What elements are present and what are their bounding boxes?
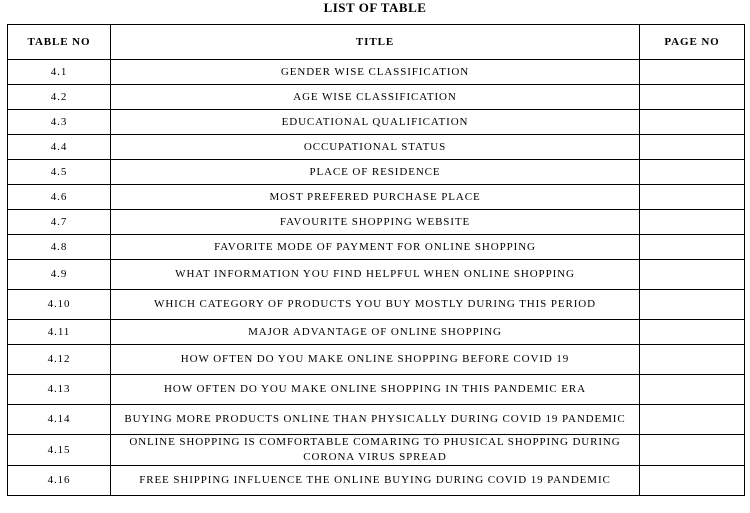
column-header-table-no: TABLE NO: [8, 25, 111, 60]
table-title-cell: HOW OFTEN DO YOU MAKE ONLINE SHOPPING IN THIS PANDEMIC ERA: [111, 375, 640, 405]
table-title-cell: MAJOR ADVANTAGE OF ONLINE SHOPPING: [111, 320, 640, 345]
table-title-cell: OCCUPATIONAL STATUS: [111, 135, 640, 160]
list-of-tables: [7, 24, 745, 496]
page-number-cell: [640, 320, 745, 345]
table-number-cell: 4.14: [8, 405, 111, 435]
table-number-cell: 4.7: [8, 210, 111, 235]
table-row: [8, 466, 745, 496]
table-row: [8, 405, 745, 435]
table-number-cell: 4.3: [8, 110, 111, 135]
table-number-cell: 4.4: [8, 135, 111, 160]
table-title-cell: HOW OFTEN DO YOU MAKE ONLINE SHOPPING BEFORE COVID 19: [111, 345, 640, 375]
page-number-cell: [640, 435, 745, 466]
table-row: [8, 345, 745, 375]
table-row: [8, 260, 745, 290]
table-title-cell: WHICH CATEGORY OF PRODUCTS YOU BUY MOSTLY DURING THIS PERIOD: [111, 290, 640, 320]
page-number-cell: [640, 160, 745, 185]
table-row: [8, 135, 745, 160]
table-number-cell: 4.1: [8, 60, 111, 85]
page-number-cell: [640, 345, 745, 375]
page-number-cell: [640, 235, 745, 260]
table-title-cell: PLACE OF RESIDENCE: [111, 160, 640, 185]
table-row: [8, 210, 745, 235]
table-row: [8, 290, 745, 320]
table-row: [8, 85, 745, 110]
page-number-cell: [640, 405, 745, 435]
table-number-cell: 4.16: [8, 466, 111, 496]
page-number-cell: [640, 375, 745, 405]
page-number-cell: [640, 60, 745, 85]
table-row: [8, 160, 745, 185]
table-title-cell: WHAT INFORMATION YOU FIND HELPFUL WHEN ONLINE SHOPPING: [111, 260, 640, 290]
page-number-cell: [640, 290, 745, 320]
table-title-cell: AGE WISE CLASSIFICATION: [111, 85, 640, 110]
table-row: [8, 185, 745, 210]
table-row: [8, 235, 745, 260]
page-number-cell: [640, 260, 745, 290]
table-number-cell: 4.10: [8, 290, 111, 320]
table-number-cell: 4.12: [8, 345, 111, 375]
table-title-cell: BUYING MORE PRODUCTS ONLINE THAN PHYSICALLY DURING COVID 19 PANDEMIC: [111, 405, 640, 435]
table-title-cell: MOST PREFERED PURCHASE PLACE: [111, 185, 640, 210]
table-number-cell: 4.2: [8, 85, 111, 110]
page-number-cell: [640, 135, 745, 160]
table-row: [8, 435, 745, 466]
table-title-cell: ONLINE SHOPPING IS COMFORTABLE COMARING TO PHUSICAL SHOPPING DURING CORONA VIRUS SPREAD: [111, 435, 640, 466]
table-number-cell: 4.11: [8, 320, 111, 345]
page-number-cell: [640, 85, 745, 110]
table-number-cell: 4.6: [8, 185, 111, 210]
table-number-cell: 4.8: [8, 235, 111, 260]
page-number-cell: [640, 210, 745, 235]
table-number-cell: 4.9: [8, 260, 111, 290]
table-title-cell: FAVORITE MODE OF PAYMENT FOR ONLINE SHOPPING: [111, 235, 640, 260]
table-header-row: [8, 25, 745, 60]
column-header-title: TITLE: [111, 25, 640, 60]
table-row: [8, 320, 745, 345]
page-number-cell: [640, 466, 745, 496]
table-number-cell: 4.13: [8, 375, 111, 405]
table-row: [8, 110, 745, 135]
table-title-cell: EDUCATIONAL QUALIFICATION: [111, 110, 640, 135]
table-number-cell: 4.15: [8, 435, 111, 466]
table-title-cell: FAVOURITE SHOPPING WEBSITE: [111, 210, 640, 235]
table-title-cell: GENDER WISE CLASSIFICATION: [111, 60, 640, 85]
table-number-cell: 4.5: [8, 160, 111, 185]
page-number-cell: [640, 185, 745, 210]
table-title-cell: FREE SHIPPING INFLUENCE THE ONLINE BUYING DURING COVID 19 PANDEMIC: [111, 466, 640, 496]
table-row: [8, 375, 745, 405]
table-row: [8, 60, 745, 85]
page-title: LIST OF TABLE: [323, 0, 427, 15]
column-header-page-no: PAGE NO: [640, 25, 745, 60]
page-number-cell: [640, 110, 745, 135]
